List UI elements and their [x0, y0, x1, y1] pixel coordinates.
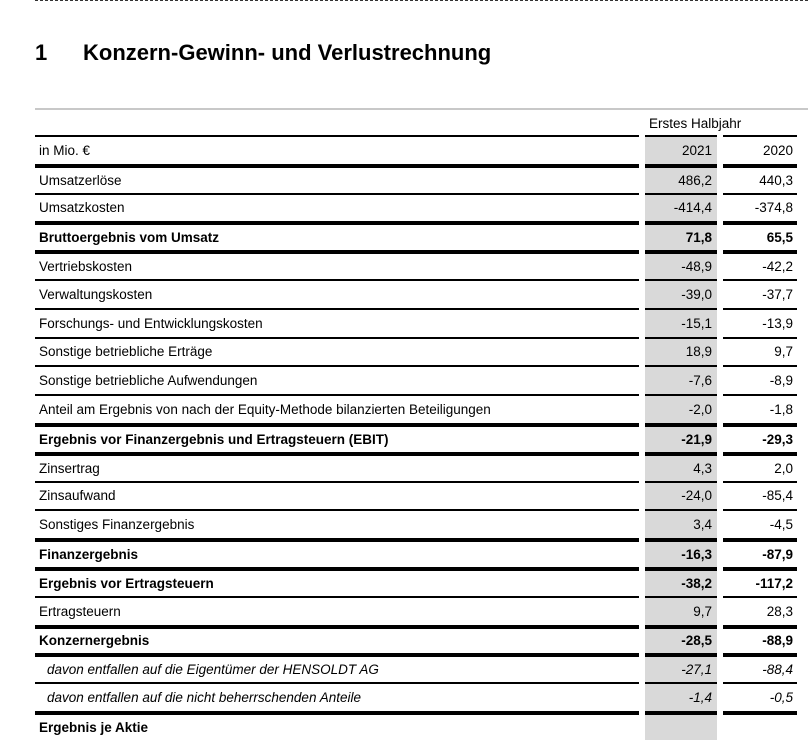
table-row [35, 481, 797, 510]
row-label: Zinsaufwand [35, 481, 639, 510]
value-2021: -48,9 [645, 250, 717, 279]
value-2020: -1,8 [723, 394, 797, 423]
row-label: Bruttoergebnis vom Umsatz [35, 221, 639, 250]
value-2020: -42,2 [723, 250, 797, 279]
section-heading [35, 40, 491, 66]
table-row [35, 164, 797, 193]
row-label: Finanzergebnis [35, 538, 639, 567]
value-2021: -38,2 [645, 567, 717, 596]
value-2021: -28,5 [645, 625, 717, 654]
value-2021: 486,2 [645, 164, 717, 193]
section-title: Konzern-Gewinn- und Verlustrechnung [83, 40, 492, 65]
table-row [35, 365, 797, 394]
table-header-row [35, 135, 797, 164]
section-number: 1 [35, 40, 48, 65]
value-2020 [723, 711, 797, 740]
value-2020: -13,9 [723, 308, 797, 337]
table-row [35, 711, 797, 740]
table-row [35, 279, 797, 308]
value-2020: -37,7 [723, 279, 797, 308]
table-body [35, 164, 797, 740]
table-row [35, 193, 797, 222]
value-2021: 3,4 [645, 509, 717, 538]
value-2020: 65,5 [723, 221, 797, 250]
value-2020: -117,2 [723, 567, 797, 596]
value-2021 [645, 711, 717, 740]
value-2021: 4,3 [645, 452, 717, 481]
column-header-2020: 2020 [723, 135, 797, 164]
value-2021: -39,0 [645, 279, 717, 308]
value-2020: 440,3 [723, 164, 797, 193]
top-dashed-rule [35, 0, 808, 1]
row-label: davon entfallen auf die nicht beherrschenden Anteile [35, 682, 639, 711]
table-row [35, 221, 797, 250]
row-label: Zinsertrag [35, 452, 639, 481]
column-header-2021: 2021 [645, 135, 717, 164]
row-label: Ergebnis je Aktie [35, 711, 639, 740]
value-2021: -1,4 [645, 682, 717, 711]
unit-label: in Mio. € [35, 135, 639, 164]
row-label: davon entfallen auf die Eigentümer der HENSOLDT AG [35, 653, 639, 682]
row-label: Forschungs- und Entwicklungskosten [35, 308, 639, 337]
row-label: Verwaltungskosten [35, 279, 639, 308]
table-row [35, 682, 797, 711]
row-label: Ergebnis vor Finanzergebnis und Ertragsteuern (EBIT) [35, 423, 639, 452]
value-2020: -85,4 [723, 481, 797, 510]
value-2020: 28,3 [723, 596, 797, 625]
value-2020: -4,5 [723, 509, 797, 538]
table-row [35, 625, 797, 654]
value-2021: -27,1 [645, 653, 717, 682]
row-label: Ertragsteuern [35, 596, 639, 625]
value-2020: -8,9 [723, 365, 797, 394]
table-row [35, 337, 797, 366]
row-label: Umsatzkosten [35, 193, 639, 222]
value-2021: -2,0 [645, 394, 717, 423]
table-row [35, 452, 797, 481]
period-header: Erstes Halbjahr [649, 115, 742, 131]
row-label: Umsatzerlöse [35, 164, 639, 193]
row-label: Konzernergebnis [35, 625, 639, 654]
value-2021: 18,9 [645, 337, 717, 366]
value-2021: 71,8 [645, 221, 717, 250]
table-row [35, 308, 797, 337]
table-row [35, 250, 797, 279]
value-2020: -29,3 [723, 423, 797, 452]
value-2021: -16,3 [645, 538, 717, 567]
table-row [35, 653, 797, 682]
value-2021: -414,4 [645, 193, 717, 222]
value-2021: -15,1 [645, 308, 717, 337]
value-2021: -21,9 [645, 423, 717, 452]
value-2020: 2,0 [723, 452, 797, 481]
row-label: Anteil am Ergebnis von nach der Equity-Methode bilanzierten Beteiligungen [35, 394, 639, 423]
table-row [35, 423, 797, 452]
value-2021: 9,7 [645, 596, 717, 625]
value-2021: -7,6 [645, 365, 717, 394]
value-2020: -87,9 [723, 538, 797, 567]
row-label: Sonstiges Finanzergebnis [35, 509, 639, 538]
heading-divider [35, 108, 808, 110]
table-row [35, 596, 797, 625]
value-2020: -88,9 [723, 625, 797, 654]
value-2020: -88,4 [723, 653, 797, 682]
table-row [35, 394, 797, 423]
row-label: Sonstige betriebliche Aufwendungen [35, 365, 639, 394]
value-2020: -374,8 [723, 193, 797, 222]
table-row [35, 567, 797, 596]
value-2020: -0,5 [723, 682, 797, 711]
value-2021: -24,0 [645, 481, 717, 510]
table-row [35, 509, 797, 538]
row-label: Ergebnis vor Ertragsteuern [35, 567, 639, 596]
value-2020: 9,7 [723, 337, 797, 366]
row-label: Sonstige betriebliche Erträge [35, 337, 639, 366]
row-label: Vertriebskosten [35, 250, 639, 279]
table-row [35, 538, 797, 567]
income-statement-table [35, 111, 797, 740]
